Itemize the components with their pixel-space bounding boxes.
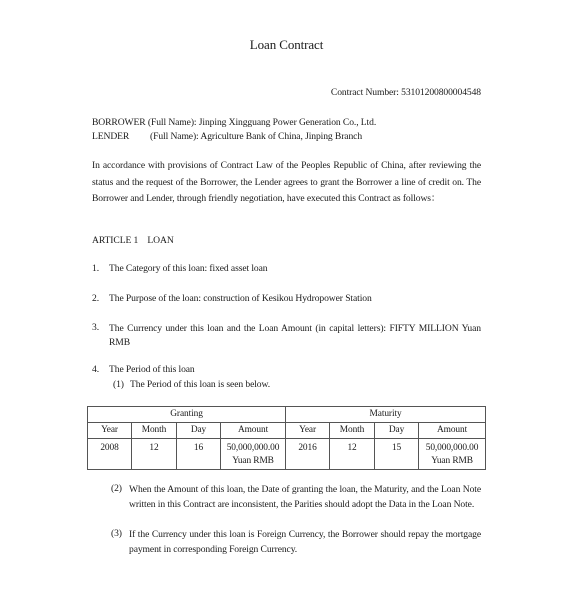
contract-number: Contract Number: 53101200800004548 xyxy=(330,87,481,98)
table-cell: 2008 xyxy=(88,439,132,470)
table-cell: 50,000,000.00 Yuan RMB xyxy=(221,439,286,470)
list-item-number: 3. xyxy=(92,322,99,333)
list-item: The Currency under this loan and the Loan Amount (in capital letters): FIFTY MILLION Yuan RMB xyxy=(109,323,481,348)
table-cell: 12 xyxy=(330,439,375,470)
column-header: Amount xyxy=(419,423,486,439)
table-row xyxy=(88,439,486,470)
article-heading: ARTICLE 1 LOAN xyxy=(92,235,174,246)
column-header: Month xyxy=(330,423,375,439)
column-header: Year xyxy=(286,423,330,439)
table-cell: 12 xyxy=(132,439,177,470)
list-item-number: 1. xyxy=(92,263,99,274)
maturity-header: Maturity xyxy=(286,407,486,423)
table-cell: 2016 xyxy=(286,439,330,470)
column-header: Month xyxy=(132,423,177,439)
granting-header: Granting xyxy=(88,407,286,423)
list-item-number: 4. xyxy=(92,364,99,375)
table-cell: 16 xyxy=(177,439,221,470)
column-header: Day xyxy=(375,423,419,439)
sub-item: The Period of this loan is seen below. xyxy=(130,379,270,390)
list-item-number: 2. xyxy=(92,293,99,304)
table-cell: 50,000,000.00 Yuan RMB xyxy=(419,439,486,470)
sub-item: If the Currency under this loan is Foreign Currency, the Borrower should repay the mortgage payment in corresponding Foreign Currency. xyxy=(129,529,481,555)
document-title: Loan Contract xyxy=(249,37,324,52)
sub-item-number: (2) xyxy=(111,483,122,494)
intro-paragraph: In accordance with provisions of Contract Law of the Peoples Republic of China, after reviewing the status and the request of the Borrower, the Lender agrees to grant the Borrower a line of credit on. The Borrower and Lender, through friendly negotiation, have executed this Contract as follows： xyxy=(92,160,481,204)
column-header: Day xyxy=(177,423,221,439)
sub-item: When the Amount of this loan, the Date of granting the loan, the Maturity, and the Loan Note written in this Contract are inconsistent, the Parities should adopt the Data in the Loan Note. xyxy=(129,484,481,510)
list-item: The Period of this loan xyxy=(109,364,195,375)
loan-period-table xyxy=(87,406,486,470)
list-item: The Purpose of the loan: construction of Kesikou Hydropower Station xyxy=(109,293,372,304)
lender-value: (Full Name): Agriculture Bank of China, Jinping Branch xyxy=(150,131,363,142)
list-item: The Category of this loan: fixed asset loan xyxy=(109,263,268,274)
column-header: Year xyxy=(88,423,132,439)
table-cell: 15 xyxy=(375,439,419,470)
sub-item-number: (3) xyxy=(111,528,122,539)
borrower-line: BORROWER (Full Name): Jinping Xingguang Power Generation Co., Ltd. xyxy=(92,117,377,128)
column-header: Amount xyxy=(221,423,286,439)
sub-item-number: (1) xyxy=(113,379,124,390)
lender-label: LENDER xyxy=(92,131,130,142)
